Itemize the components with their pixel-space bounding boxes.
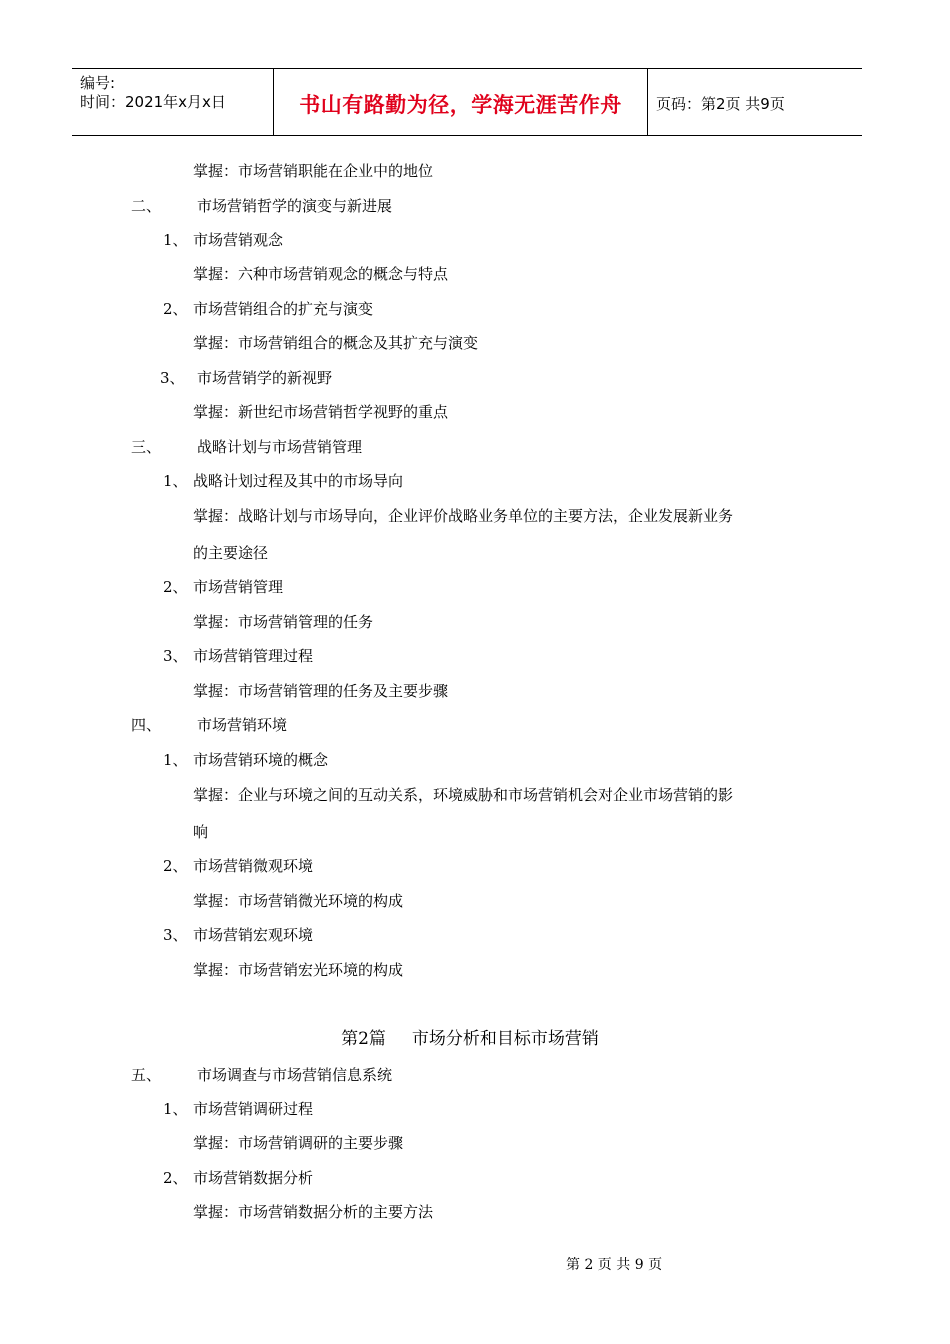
master-text: 掌握：市场营销组合的概念及其扩充与演变 — [193, 334, 479, 352]
master-text: 掌握：市场营销管理的任务及主要步骤 — [193, 682, 449, 700]
time-label: 时间：2021年x月x日 — [80, 93, 226, 111]
master-text-continued: 的主要途径 — [193, 544, 269, 562]
master-text-continued: 响 — [193, 823, 209, 841]
master-text: 掌握：战略计划与市场导向，企业评价战略业务单位的主要方法，企业发展新业务 — [193, 507, 734, 525]
serial-label: 编号: — [80, 74, 116, 92]
subsection-title: 市场营销微观环境 — [193, 857, 314, 875]
header-motto: 书山有路勤为径，学海无涯苦作舟 — [299, 93, 622, 117]
subsection-number: 1、 — [163, 472, 188, 490]
subsection-title: 市场营销管理 — [193, 578, 284, 596]
master-text: 掌握：市场营销职能在企业中的地位 — [193, 162, 434, 180]
section-number: 二、 — [131, 197, 162, 215]
master-text: 掌握：新世纪市场营销哲学视野的重点 — [193, 403, 449, 421]
subsection-title: 市场营销数据分析 — [193, 1169, 314, 1187]
subsection-title: 市场营销学的新视野 — [197, 369, 333, 387]
subsection-number: 1、 — [163, 1100, 188, 1118]
master-text: 掌握：市场营销调研的主要步骤 — [193, 1134, 404, 1152]
master-text: 掌握：企业与环境之间的互动关系，环境威胁和市场营销机会对企业市场营销的影 — [193, 786, 734, 804]
section-title: 市场营销环境 — [197, 716, 288, 734]
subsection-number: 1、 — [163, 231, 188, 249]
subsection-number: 3、 — [160, 369, 185, 387]
header-page-number: 页码：第2页 共9页 — [656, 95, 785, 113]
section-number: 四、 — [131, 716, 162, 734]
subsection-number: 3、 — [163, 647, 188, 665]
part-title: 市场分析和目标市场营销 — [411, 1029, 599, 1049]
part-heading — [0, 1028, 940, 1050]
subsection-number: 2、 — [163, 857, 188, 875]
master-text: 掌握：市场营销管理的任务 — [193, 613, 374, 631]
subsection-title: 战略计划过程及其中的市场导向 — [193, 472, 404, 490]
subsection-title: 市场营销观念 — [193, 231, 284, 249]
section-number: 五、 — [131, 1066, 162, 1084]
section-title: 市场营销哲学的演变与新进展 — [197, 197, 393, 215]
subsection-title: 市场营销组合的扩充与演变 — [193, 300, 374, 318]
section-title: 市场调查与市场营销信息系统 — [197, 1066, 393, 1084]
subsection-title: 市场营销调研过程 — [193, 1100, 314, 1118]
master-text: 掌握：市场营销宏光环境的构成 — [193, 961, 404, 979]
subsection-number: 2、 — [163, 578, 188, 596]
subsection-number: 2、 — [163, 1169, 188, 1187]
subsection-title: 市场营销宏观环境 — [193, 926, 314, 944]
subsection-number: 1、 — [163, 751, 188, 769]
subsection-title: 市场营销环境的概念 — [193, 751, 329, 769]
page-footer: 第 2 页 共 9 页 — [566, 1257, 663, 1273]
section-title: 战略计划与市场营销管理 — [197, 438, 363, 456]
part-label: 第2篇 — [341, 1029, 386, 1049]
subsection-number: 3、 — [163, 926, 188, 944]
subsection-title: 市场营销管理过程 — [193, 647, 314, 665]
subsection-number: 2、 — [163, 300, 188, 318]
section-number: 三、 — [131, 438, 162, 456]
master-text: 掌握：六种市场营销观念的概念与特点 — [193, 265, 449, 283]
master-text: 掌握：市场营销数据分析的主要方法 — [193, 1203, 434, 1221]
master-text: 掌握：市场营销微光环境的构成 — [193, 892, 404, 910]
